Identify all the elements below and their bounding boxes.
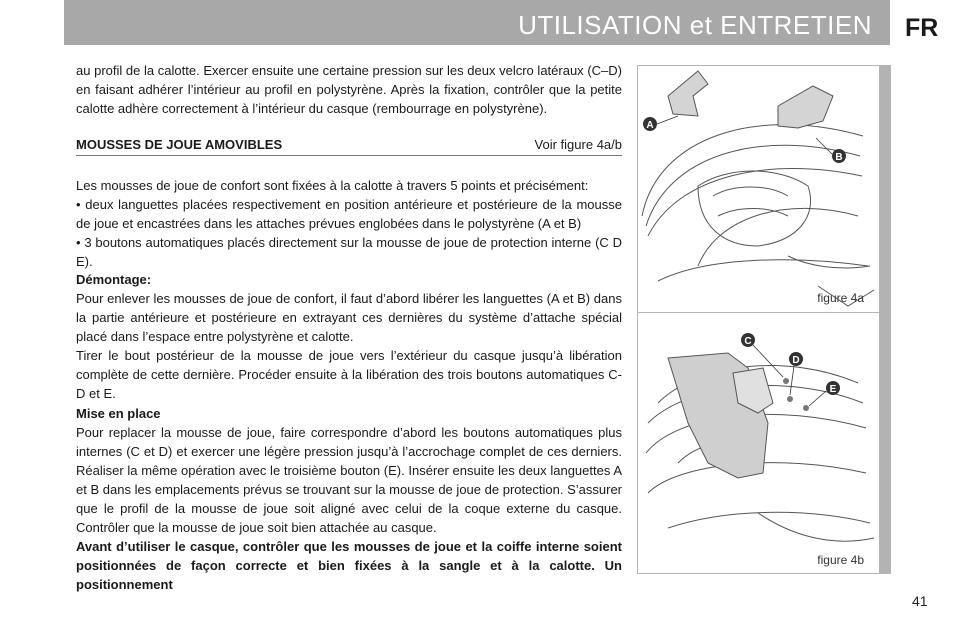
label-C-marker [741, 333, 755, 347]
figure-4a-caption: figure 4a [817, 291, 864, 305]
language-label: FR [905, 14, 939, 42]
svg-text:B: B [835, 152, 843, 163]
mise-en-place-para: Pour replacer la mousse de joue, faire correspondre d’abord les boutons automatiques plus internes (C et D) et exercer une légère pression jusqu’à l’accrochage complet de ces derniers. Réaliser la même opération avec le troisième bouton (E). Insérer ensuite les deux languettes A et B dans les emplacements prévus se trouvant sur la mousse de joue de protection. S’assurer que le profil de la mousse de joue soit aligné avec celui de la coque externe du casque. Contrôler que la mousse de joue soit bien attachée au casque. [76, 425, 622, 535]
page-section-title: UTILISATION et ENTRETIEN [518, 10, 872, 40]
demontage-heading: Démontage: [76, 272, 152, 287]
mise-en-place-heading: Mise en place [76, 406, 161, 421]
svg-text:A: A [646, 120, 654, 131]
svg-text:C: C [744, 336, 752, 347]
demontage-para-2: Tirer le bout postérieur de la mousse de joue vers l’extérieur du casque jusqu’à libération complète de cette dernière. Procéder ensuite à la libération des trois boutons automatiques C-D et E. [76, 348, 622, 401]
mise-en-place-block [76, 404, 622, 594]
figure-side-strip [879, 313, 890, 573]
figure-4a [637, 65, 891, 313]
label-A-marker [643, 117, 657, 131]
helmet-illustration-4a [638, 66, 879, 312]
figure-side-strip [879, 66, 890, 312]
figure-4b-caption: figure 4b [817, 553, 864, 567]
figure-reference: Voir figure 4a/b [534, 137, 622, 152]
body-line-3: • 3 boutons automatiques placés directement sur la mousse de joue de protection interne (C D E). [76, 235, 622, 269]
intro-text: au profil de la calotte. Exercer ensuite une certaine pression sur les deux velcro latéraux (C–D) en faisant adhérer l’intérieur au profil en polystyrène. Après la fixation, contrôler que la petite calotte adhère correctement à l’intérieur du casque (rembourrage en polystyrène). [76, 63, 622, 116]
demontage-block [76, 270, 622, 403]
section-body [76, 176, 622, 271]
svg-text:D: D [792, 355, 800, 366]
intro-paragraph [76, 61, 622, 118]
section-heading [76, 137, 622, 156]
svg-text:E: E [829, 384, 837, 395]
header-bar [64, 0, 890, 45]
label-B-marker [832, 149, 846, 163]
label-E-marker [826, 381, 840, 395]
section-title: MOUSSES DE JOUE AMOVIBLES [76, 137, 283, 152]
demontage-para-1: Pour enlever les mousses de joue de confort, il faut d’abord libérer les languettes (A et B) dans la partie antérieure et postérieure en extrayant ces dernières du système d’attache spécial placé dans l’espace entre polystyrène et calotte. [76, 291, 622, 344]
warning-text: Avant d’utiliser le casque, contrôler que les mousses de joue et la coiffe interne soient positionnées de façon correcte et bien fixées à la sangle et à la calotte. Un positionnement [76, 539, 622, 592]
body-line-2: • deux languettes placées respectivement en position antérieure et postérieure de la mousse de joue et encastrées dans les attaches prévues englobées dans le polystyrène (A et B) [76, 197, 622, 231]
figure-4b [637, 312, 891, 574]
body-line-1: Les mousses de joue de confort sont fixées à la calotte à travers 5 points et précisément: [76, 178, 589, 193]
helmet-illustration-4b [638, 313, 879, 573]
label-D-marker [789, 352, 803, 366]
page-number: 41 [912, 593, 928, 609]
